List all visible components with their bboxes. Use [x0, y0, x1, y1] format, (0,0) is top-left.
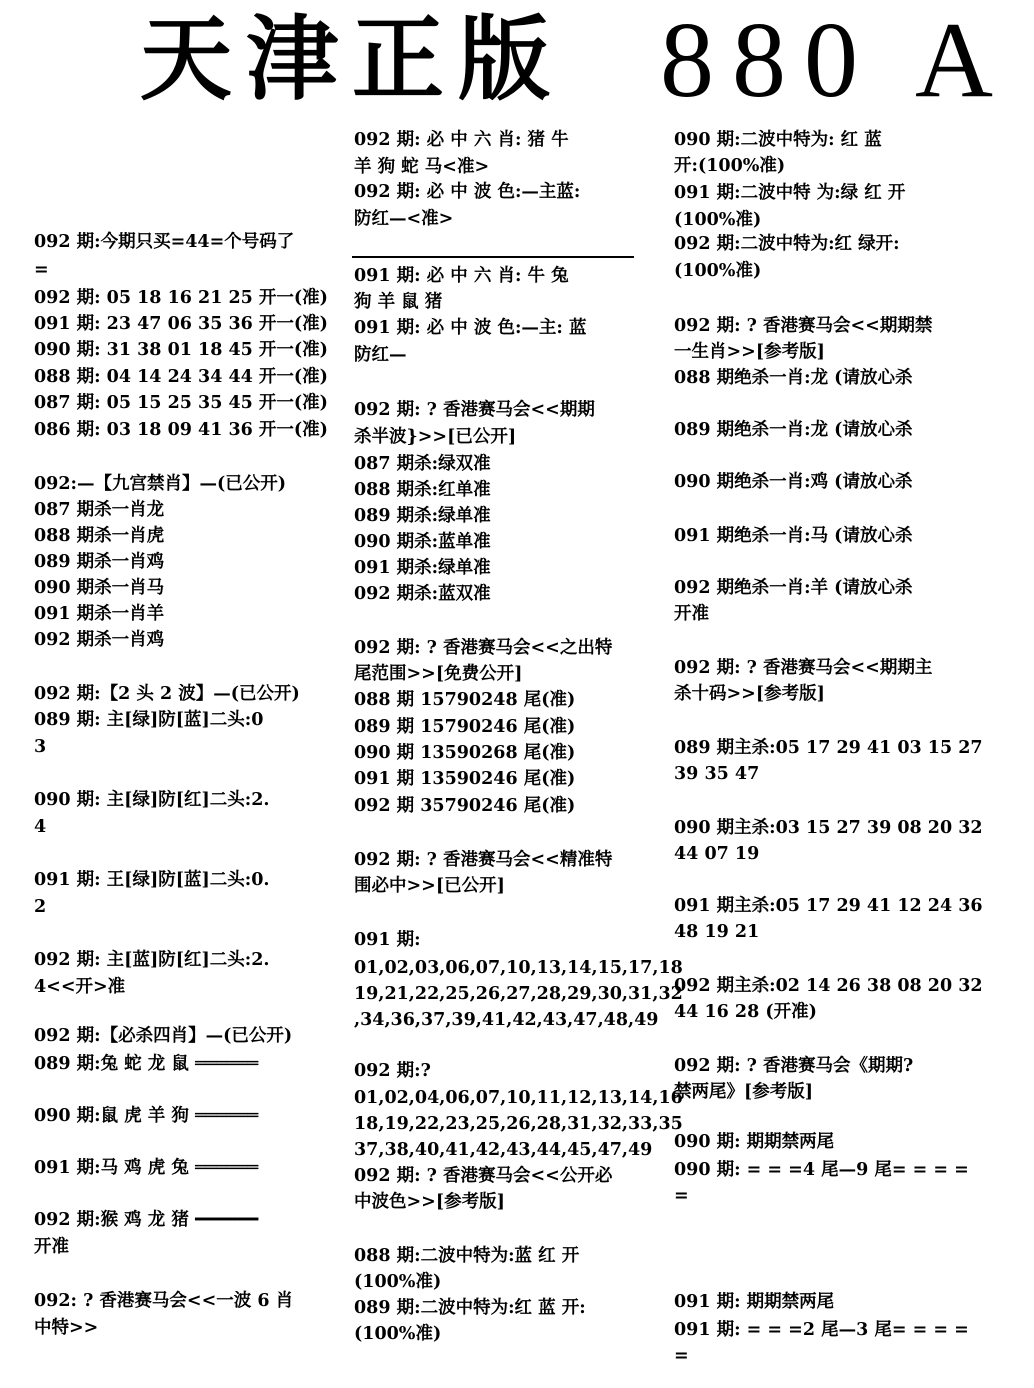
- text-line: 19,21,22,25,26,27,28,29,30,31,32: [354, 984, 683, 1004]
- text-line: 090 期主杀:03 15 27 39 08 20 32: [674, 818, 983, 838]
- text-line: 开:(100%准): [674, 156, 786, 176]
- text-line: 091 期: 必 中 波 色:—主: 蓝: [354, 318, 587, 338]
- text-line: 092 期:今期只买=44=个号码了: [34, 232, 295, 252]
- text-line: 围必中>>[已公开]: [354, 876, 505, 896]
- text-line: 防红—: [354, 345, 407, 365]
- text-line: 089 期杀一肖鸡: [34, 552, 165, 572]
- text-line: 杀十码>>[参考版]: [674, 684, 825, 704]
- text-line: (100%准): [354, 1272, 442, 1292]
- text-line: 092 期杀:蓝双准: [354, 584, 491, 604]
- text-line: 禁两尾》[参考版]: [674, 1082, 814, 1102]
- text-line: 092 期: ? 香港赛马会<<精准特: [354, 850, 613, 870]
- text-line: 091 期杀一肖羊: [34, 604, 165, 624]
- title-chinese: 天津正版: [140, 6, 565, 113]
- text-line: 4<<开>准: [34, 977, 126, 997]
- text-line: 090 期绝杀一肖:鸡 (请放心杀: [674, 472, 913, 492]
- text-line: 090 期:二波中特为: 红 蓝: [674, 130, 882, 150]
- text-line: 中特>>: [34, 1318, 99, 1338]
- text-line: 091 期: 王[绿]防[蓝]二头:0.: [34, 870, 270, 890]
- text-line: =: [34, 260, 49, 280]
- text-line: 092 期:【必杀四肖】—(已公开): [34, 1026, 293, 1046]
- text-line: 44 07 19: [674, 844, 760, 864]
- text-line: 狗 羊 鼠 猪: [354, 292, 443, 312]
- text-line: 防红—<准>: [354, 209, 454, 229]
- text-line: 089 期:二波中特为:红 蓝 开:: [354, 1298, 586, 1318]
- text-line: 092 期:二波中特为:红 绿开:: [674, 234, 900, 254]
- text-line: 089 期杀:绿单准: [354, 506, 491, 526]
- text-line: 092 期:猴 鸡 龙 猪 ━━━━━━: [34, 1210, 259, 1230]
- text-line: 开准: [34, 1237, 69, 1257]
- text-line: 091 期:二波中特 为:绿 红 开: [674, 183, 906, 203]
- text-line: 尾范围>>[免费公开]: [354, 664, 523, 684]
- text-line: 088 期杀:红单准: [354, 480, 491, 500]
- text-line: 091 期绝杀一肖:马 (请放心杀: [674, 526, 913, 546]
- text-line: 092 期: ? 香港赛马会<<期期: [354, 400, 595, 420]
- text-line: 089 期: 主[绿]防[蓝]二头:0: [34, 710, 264, 730]
- text-line: 092 期:?: [354, 1061, 431, 1081]
- text-line: 羊 狗 蛇 马<准>: [354, 157, 490, 177]
- text-line: 4: [34, 817, 47, 837]
- text-line: 090 期:鼠 虎 羊 狗 ══════: [34, 1106, 259, 1126]
- text-line: 18,19,22,23,25,26,28,31,32,33,35: [354, 1114, 683, 1134]
- text-line: 092 期: ? 香港赛马会<<期期主: [674, 658, 933, 678]
- text-line: 092 期: ? 香港赛马会<<期期禁: [674, 316, 933, 336]
- text-line: 2: [34, 897, 47, 917]
- text-line: =: [674, 1346, 689, 1366]
- text-line: 092 期: ? 香港赛马会<<公开必: [354, 1166, 613, 1186]
- text-line: 086 期: 03 18 09 41 36 开一(准): [34, 420, 328, 440]
- text-line: 088 期:二波中特为:蓝 红 开: [354, 1246, 580, 1266]
- text-line: 092 期: 必 中 六 肖: 猪 牛: [354, 130, 569, 150]
- text-line: 091 期: 期期禁两尾: [674, 1292, 835, 1312]
- text-line: 091 期:: [354, 930, 421, 950]
- text-line: 091 期: 23 47 06 35 36 开一(准): [34, 314, 328, 334]
- text-line: 091 期 13590246 尾(准): [354, 769, 576, 789]
- text-line: 091 期:马 鸡 虎 兔 ══════: [34, 1158, 259, 1178]
- text-line: 092:—【九宫禁肖】—(已公开): [34, 474, 287, 494]
- text-line: 3: [34, 737, 47, 757]
- text-line: 092 期: ? 香港赛马会《期期?: [674, 1056, 914, 1076]
- text-line: 090 期: = = =4 尾—9 尾= = = =: [674, 1160, 969, 1180]
- text-line: 091 期: 必 中 六 肖: 牛 兔: [354, 266, 569, 286]
- text-line: 092 期: 05 18 16 21 25 开一(准): [34, 288, 328, 308]
- text-line: 48 19 21: [674, 922, 760, 942]
- text-line: 088 期 15790248 尾(准): [354, 690, 576, 710]
- text-line: 089 期:兔 蛇 龙 鼠 ══════: [34, 1054, 259, 1074]
- text-line: 090 期: 期期禁两尾: [674, 1132, 835, 1152]
- text-line: 088 期: 04 14 24 34 44 开一(准): [34, 367, 328, 387]
- text-line: 091 期杀:绿单准: [354, 558, 491, 578]
- text-line: 089 期绝杀一肖:龙 (请放心杀: [674, 420, 913, 440]
- text-line: (100%准): [674, 210, 762, 230]
- text-line: 087 期杀:绿双准: [354, 454, 491, 474]
- text-line: 092 期: 主[蓝]防[红]二头:2.: [34, 950, 270, 970]
- text-line: 092: ? 香港赛马会<<一波 6 肖: [34, 1291, 294, 1311]
- text-line: 087 期杀一肖龙: [34, 500, 165, 520]
- text-line: (100%准): [674, 261, 762, 281]
- text-line: 090 期 13590268 尾(准): [354, 743, 576, 763]
- text-line: 092 期杀一肖鸡: [34, 630, 165, 650]
- text-line: 092 期绝杀一肖:羊 (请放心杀: [674, 578, 913, 598]
- text-line: 087 期: 05 15 25 35 45 开一(准): [34, 393, 328, 413]
- text-line: 01,02,03,06,07,10,13,14,15,17,18: [354, 958, 683, 978]
- text-line: 088 期绝杀一肖:龙 (请放心杀: [674, 368, 913, 388]
- text-line: 090 期杀一肖马: [34, 578, 165, 598]
- text-line: 开准: [674, 604, 709, 624]
- text-line: 091 期: = = =2 尾—3 尾= = = =: [674, 1320, 969, 1340]
- text-line: 090 期: 31 38 01 18 45 开一(准): [34, 340, 328, 360]
- text-line: 089 期主杀:05 17 29 41 03 15 27: [674, 738, 983, 758]
- text-line: =: [674, 1186, 689, 1206]
- text-line: 39 35 47: [674, 764, 760, 784]
- text-line: 中波色>>[参考版]: [354, 1192, 505, 1212]
- text-line: (100%准): [354, 1324, 442, 1344]
- text-line: 37,38,40,41,42,43,44,45,47,49: [354, 1140, 653, 1160]
- text-line: 44 16 28 (开准): [674, 1002, 817, 1022]
- text-line: 088 期杀一肖虎: [34, 526, 165, 546]
- text-line: 杀半波}>>[已公开]: [354, 427, 517, 447]
- page-header: [140, 1, 1020, 120]
- text-line: 092 期: 必 中 波 色:—主蓝:: [354, 182, 581, 202]
- text-line: 092 期: ? 香港赛马会<<之出特: [354, 638, 613, 658]
- text-line: 089 期 15790246 尾(准): [354, 717, 576, 737]
- text-line: 091 期主杀:05 17 29 41 12 24 36: [674, 896, 983, 916]
- text-line: 092 期:【2 头 2 波】—(已公开): [34, 684, 300, 704]
- text-line: ,34,36,37,39,41,42,43,47,48,49: [354, 1010, 659, 1030]
- text-line: 一生肖>>[参考版]: [674, 342, 825, 362]
- text-line: 092 期主杀:02 14 26 38 08 20 32: [674, 976, 983, 996]
- text-line: 092 期 35790246 尾(准): [354, 796, 576, 816]
- title-code: 880 A: [660, 1, 1012, 120]
- section-divider: [352, 256, 634, 258]
- text-line: 090 期: 主[绿]防[红]二头:2.: [34, 790, 270, 810]
- text-line: 01,02,04,06,07,10,11,12,13,14,16: [354, 1088, 683, 1108]
- text-line: 090 期杀:蓝单准: [354, 532, 491, 552]
